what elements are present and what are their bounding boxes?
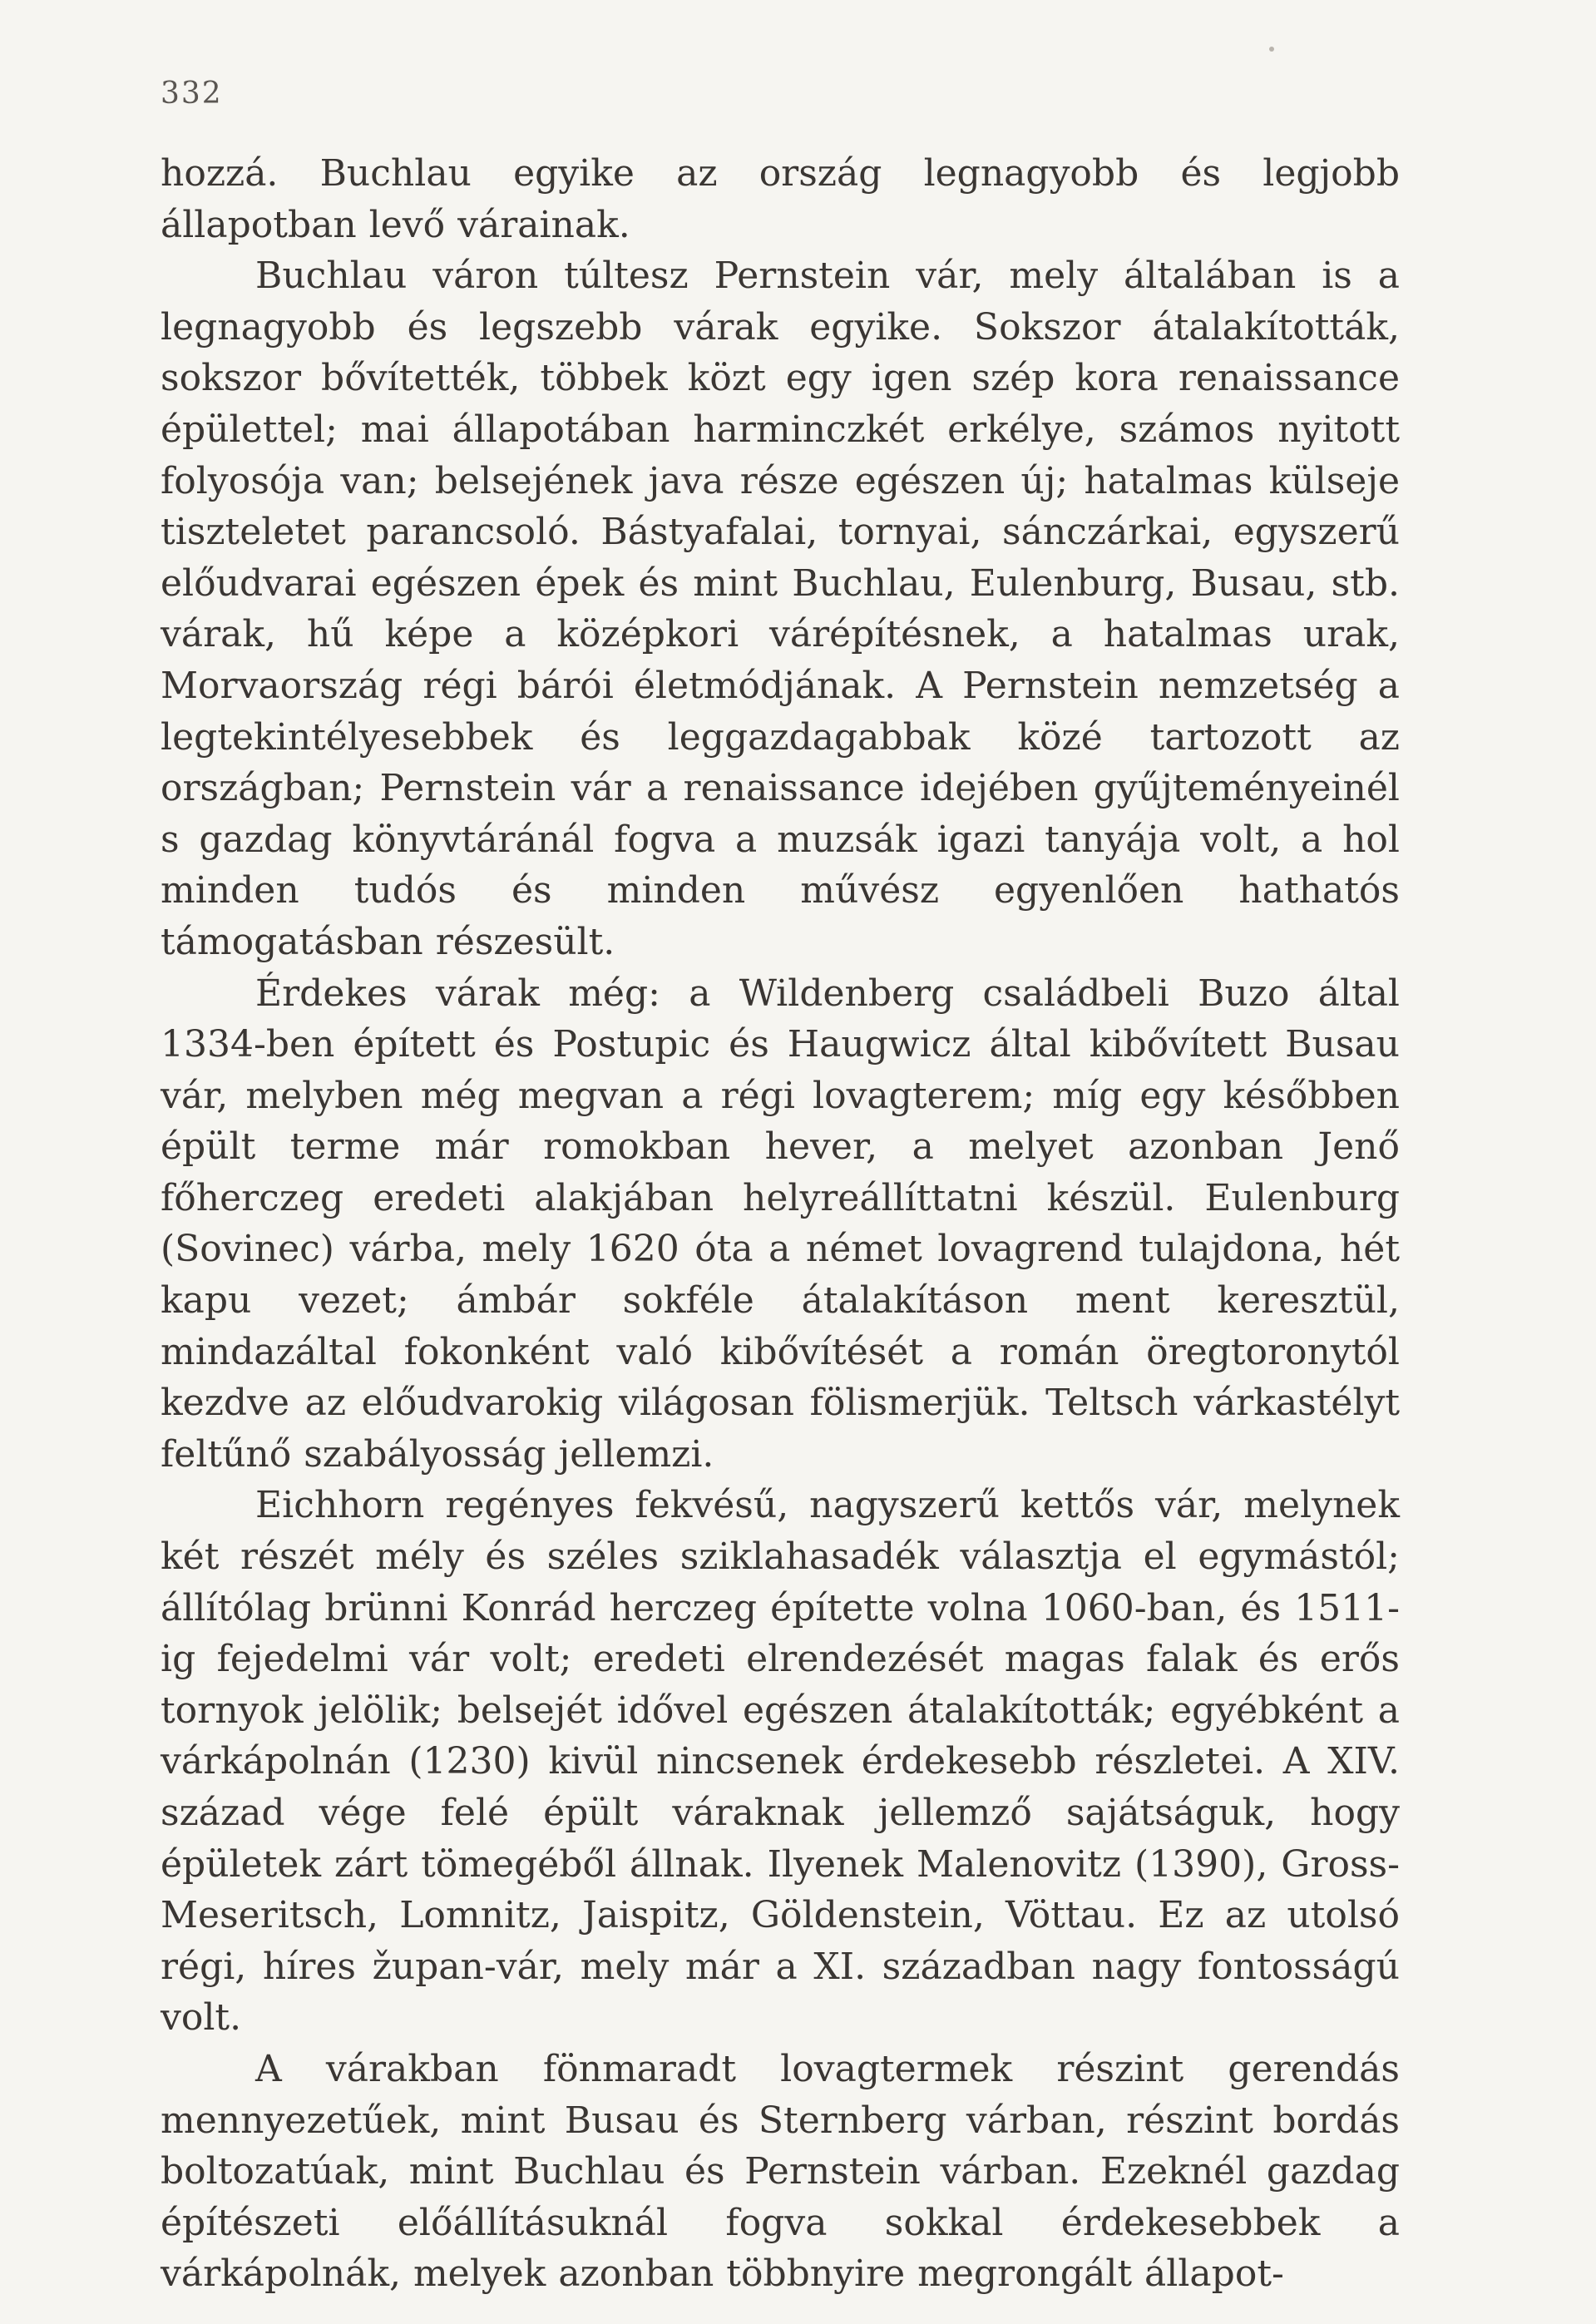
paragraph-interesting-castles: Érdekes várak még: a Wildenberg családbeli Buzo által 1334-ben épített és Postupic és Haugwicz által kibővített Busau vár, melyben még megvan a régi lovagterem; míg egy későbben épült terme már romokban hever, a melyet azonban Jenő főherczeg eredeti alakjában helyreállíttatni készül. Eulenburg (Sovinec) várba, mely 1620 óta a német lovagrend tulajdona, hét kapu vezet; ámbár sokféle átalakításon ment keresztül, mindazáltal fokonként való kibővítését a román öregtoronytól kezdve az előudvarokig világosan fölismerjük. Teltsch várkastélyt feltűnő szabályosság jellemzi. bbox=[161, 972, 1400, 1476]
paragraph-continuation: hozzá. Buchlau egyike az ország legnagyobb és legjobb állapotban levő várainak. bbox=[161, 152, 1400, 246]
page-number: 332 bbox=[161, 77, 223, 111]
paragraph-knights-halls: A várakban fönmaradt lovagtermek részint gerendás mennyezetűek, mint Busau és Sternberg várban, részint bordás boltozatúak, mint Buchlau és Pernstein várban. Ezeknél gazdag építészeti előállításuknál fogva sokkal érdekesebbek a várkápolnák, melyek azonban többnyire megrongált állapot- bbox=[161, 2047, 1400, 2296]
paragraph-pernstein: Buchlau váron túltesz Pernstein vár, mely általában is a legnagyobb és legszebb várak egyike. Sokszor átalakították, sokszor bővítették, többek közt egy igen szép kora renaissance épülettel; mai állapotában harminczkét erkélye, számos nyitott folyosója van; belsejének java része egészen új; hatalmas külseje tiszteletet parancsoló. Bástyafalai, tornyai, sánczárkai, egyszerű előudvarai egészen épek és mint Buchlau, Eulenburg, Busau, stb. várak, hű képe a középkori várépítésnek, a hatalmas urak, Morvaország régi bárói életmódjának. A Pernstein nemzetség a legtekintélyesebbek és leggazdagabbak közé tartozott az országban; Pernstein vár a renaissance idejében gyűjteményeinél s gazdag könyvtáránál fogva a muzsák igazi tanyája volt, a hol minden tudós és minden művész egyenlően hathatós támogatásban részesült. bbox=[161, 255, 1400, 963]
body-text bbox=[161, 148, 1400, 2300]
paragraph-eichhorn: Eichhorn regényes fekvésű, nagyszerű kettős vár, melynek két részét mély és széles sziklahasadék választja el egymástól; állítólag brünni Konrád herczeg építette volna 1060-ban, és 1511-ig fejedelmi vár volt; eredeti elrendezését magas falak és erős tornyok jelölik; belsejét idővel egészen átalakították; egyébként a várkápolnán (1230) kivül nincsenek érdekesebb részletei. A XIV. század vége felé épült váraknak jellemző sajátságuk, hogy épületek zárt tömegéből állnak. Ilyenek Malenovitz (1390), Gross-Meseritsch, Lomnitz, Jaispitz, Göldenstein, Vöttau. Ez az utolsó régi, híres župan-vár, mely már a XI. században nagy fontosságú volt. bbox=[161, 1484, 1400, 2040]
paper-speck bbox=[1269, 47, 1274, 52]
